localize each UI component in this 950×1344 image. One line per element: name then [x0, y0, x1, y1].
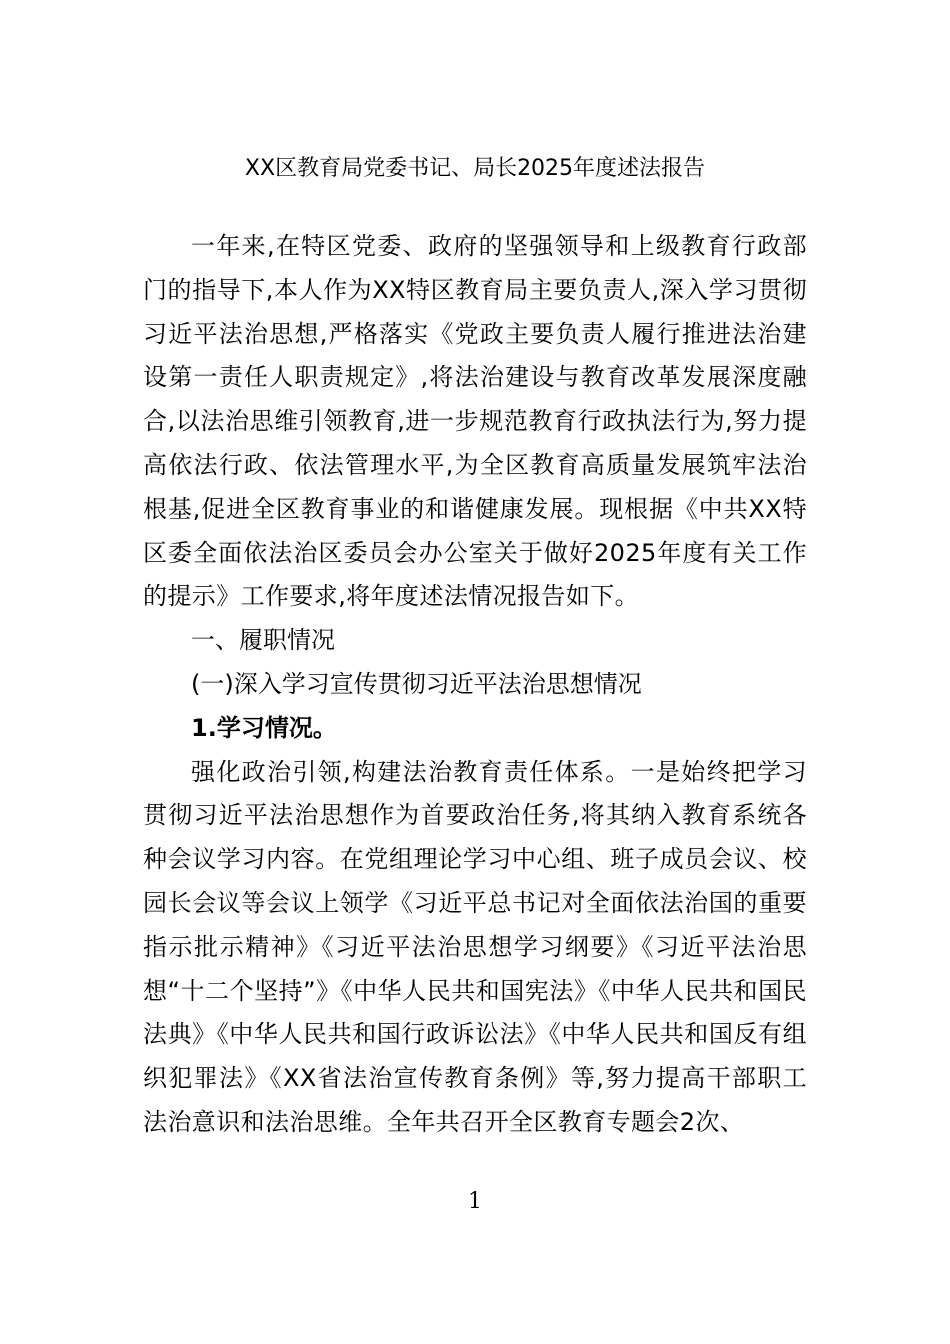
- item-heading: 1.学习情况。: [191, 713, 337, 742]
- section-heading: 一、履职情况: [191, 626, 335, 655]
- subsection-heading: (一)深入学习宣传贯彻习近平法治思想情况: [191, 669, 642, 698]
- study-paragraph: 强化政治引领,构建法治教育责任体系。一是始终把学习贯彻习近平法治思想作为首要政治任务,将其纳入教育系统各种会议学习内容。在党组理论学习中心组、班子成员会议、校园长会议等会议上领学《习近平总书记对全面依法治国的重要指示批示精神》《习近平法治思想学习纲要》《习近平法治思想“十二个坚持”》《中华人民共和国宪法》《中华人民共和国民法典》《中华人民共和国行政诉讼法》《中华人民共和国反有组织犯罪法》《XX省法治宣传教育条例》等,努力提高干部职工法治意识和法治思维。全年共召开全区教育专题会2次、: [143, 757, 807, 1136]
- intro-paragraph: 一年来,在特区党委、政府的坚强领导和上级教育行政部门的指导下,本人作为XX特区教育局主要负责人,深入学习贯彻习近平法治思想,严格落实《党政主要负责人履行推进法治建设第一责任人职责规定》,将法治建设与教育改革发展深度融合,以法治思维引领教育,进一步规范教育行政执法行为,努力提高依法行政、依法管理水平,为全区教育高质量发展筑牢法治根基,促进全区教育事业的和谐健康发展。现根据《中共XX特区委全面依法治区委员会办公室关于做好2025年度有关工作的提示》工作要求,将年度述法情况报告如下。: [143, 232, 807, 611]
- document-title: XX区教育局党委书记、局长2025年度述法报告: [244, 156, 706, 181]
- page-number: 1: [468, 1189, 482, 1214]
- document-body: [143, 225, 807, 1145]
